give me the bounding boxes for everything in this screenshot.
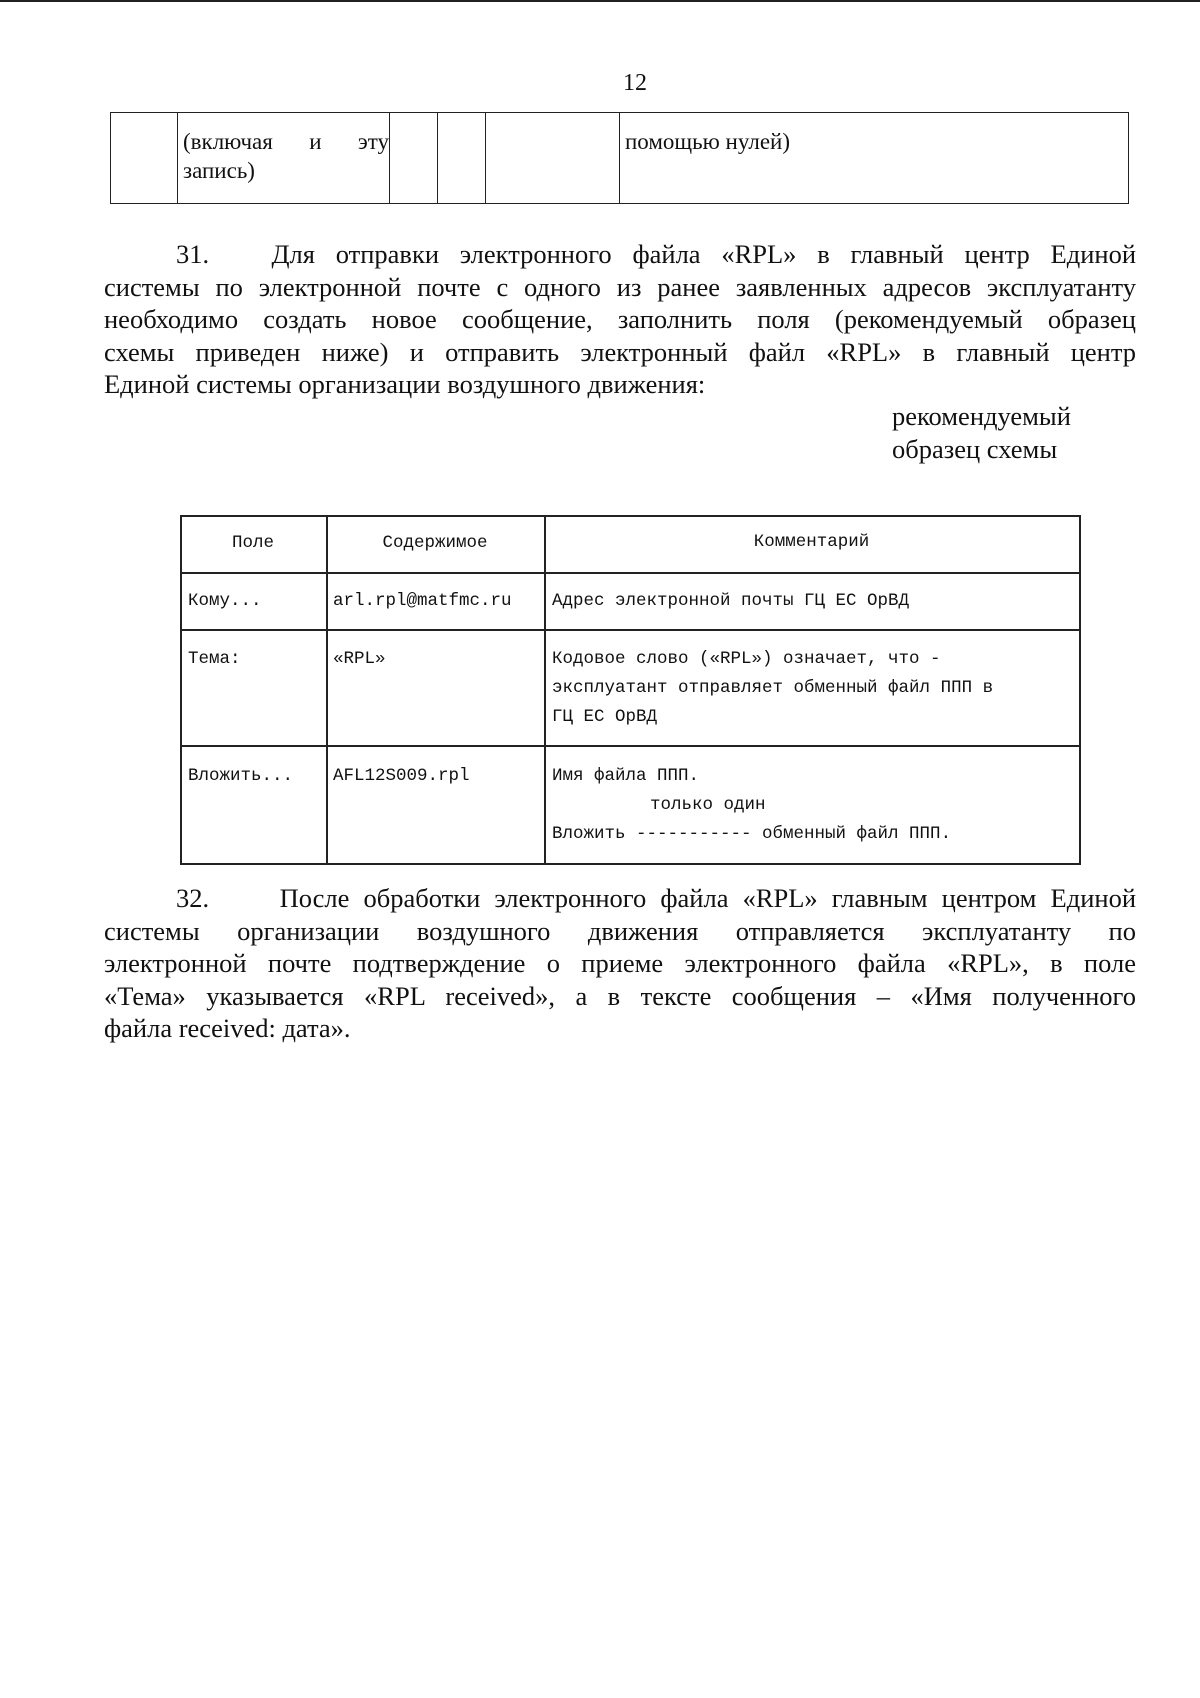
paragraph-line: 32. После обработки электронного файла «RPL» главным центром Единой [176,883,1137,913]
continuation-word: (включая [183,129,273,154]
header-field: Поле [231,533,274,553]
row-subject-content: «RPL» [333,649,386,669]
row-subject-comment: Кодовое слово («RPL») означает, что - [552,649,941,669]
paragraph-line: системы организации воздушного движения отправляется эксплуатанту по [104,915,1136,946]
table-rule [180,863,1081,865]
table-rule [326,515,328,865]
paragraph-number: 32. [176,883,210,913]
table-rule [544,515,546,865]
continuation-table-divider [485,113,486,203]
paragraph-line: необходимо создать новое сообщение, заполнить поля (рекомендуемый образец [104,304,1136,334]
paragraph-32 [104,882,1136,1045]
header-content: Содержимое [382,533,488,553]
table-rule [1079,515,1081,865]
table-rule [180,515,1081,517]
table-rule [180,629,1081,631]
continuation-table-divider [619,113,620,203]
row-attach-comment: только один [650,795,766,815]
scan-top-edge [0,0,1200,2]
continuation-line: запись) [183,158,255,183]
row-subject-comment: ГЦ ЕС ОрВД [552,707,658,727]
paragraph-line: «Тема» указывается «RPL received», а в тексте сообщения – «Имя полученного [104,980,1136,1011]
table-rule [180,572,1081,574]
header-comment: Комментарий [753,532,870,552]
continuation-table-divider [437,113,438,203]
scheme-label [892,400,1071,465]
paragraph-number: 31. [176,239,210,269]
continuation-table [110,112,1129,204]
table-rule [180,515,182,865]
paragraph-line: файла received: дата». [104,1013,351,1043]
table-rule [180,745,1081,747]
scheme-label-line: рекомендуемый [892,401,1071,431]
scheme-label-line: образец схемы [892,433,1058,464]
paragraph-line: схемы приведен ниже) и отправить электронный файл «RPL» в главный центр [104,336,1136,367]
row-subject-comment: эксплуатант отправляет обменный файл ППП в [552,678,994,698]
row-to-content: arl.rpl@matfmc.ru [333,591,512,611]
paragraph-31 [104,238,1136,401]
paragraph-line: 31. Для отправки электронного файла «RPL» в главный центр Единой [176,239,1137,269]
continuation-word: и [309,129,322,154]
continuation-cell-zeros: помощью нулей) [625,129,791,154]
row-to-comment: Адрес электронной почты ГЦ ЕС ОрВД [552,591,910,611]
continuation-table-divider [177,113,178,203]
row-attach-content: AFL12S009.rpl [333,766,470,786]
row-attach-field: Вложить... [188,766,294,786]
continuation-cell-including [183,127,389,185]
page-number: 12 [623,70,647,96]
email-scheme-table [180,515,1081,865]
paragraph-line: Единой системы организации воздушного движения: [104,369,706,399]
continuation-table-divider [389,113,390,203]
row-subject-field: Тема: [188,649,241,669]
paragraph-line: электронной почте подтверждение о приеме электронного файла «RPL», в поле [104,948,1136,978]
row-to-field: Кому... [188,591,262,611]
paragraph-line: системы по электронной почте с одного из ранее заявленных адресов эксплуатанту [104,271,1136,302]
continuation-word: эту [357,129,389,154]
row-attach-comment: Вложить ----------- обменный файл ППП. [552,824,952,844]
row-attach-comment: Имя файла ППП. [552,766,700,786]
